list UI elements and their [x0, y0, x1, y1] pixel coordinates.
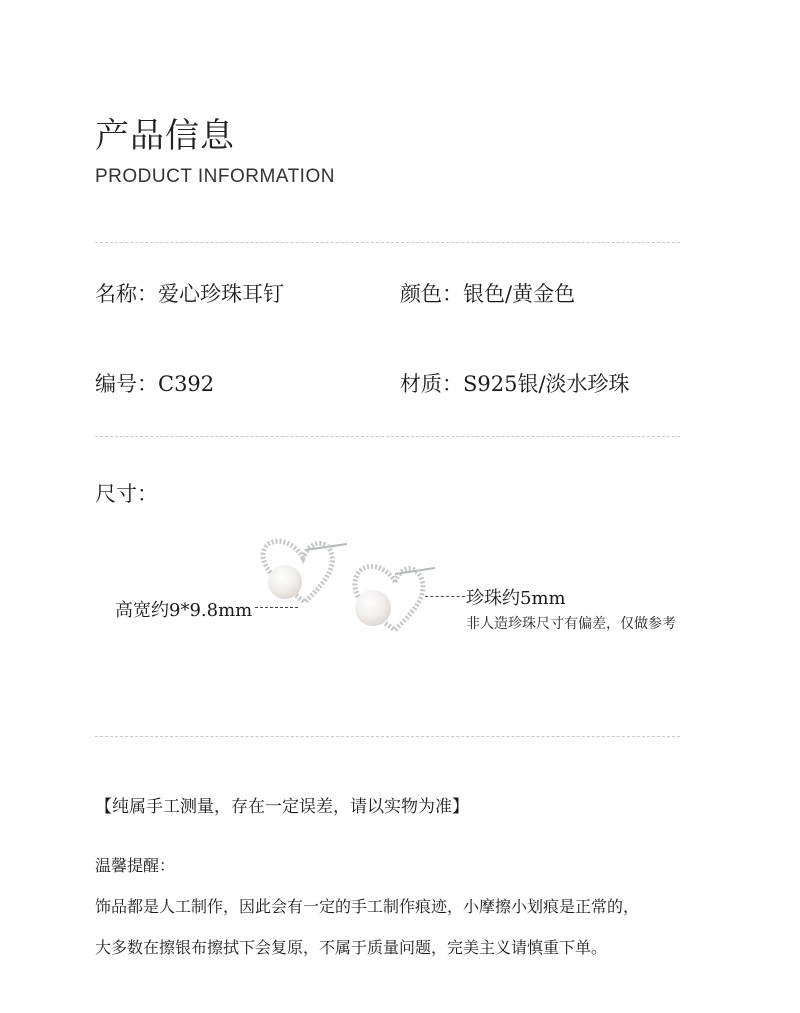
page-title: 产品信息	[95, 116, 235, 156]
product-material: 材质：S925银/淡水珍珠	[400, 372, 630, 396]
divider	[95, 436, 680, 437]
dimension-label: 高宽约9*9.8mm	[115, 600, 253, 621]
tips-line: 饰品都是人工制作，因此会有一定的手工制作痕迹，小摩擦小划痕是正常的，	[95, 897, 640, 916]
tips-title: 温馨提醒：	[95, 856, 176, 875]
product-code: 编号：C392	[95, 372, 215, 396]
measure-notice: 【纯属手工测量，存在一定误差，请以实物为准】	[95, 797, 469, 817]
divider	[95, 736, 680, 737]
divider	[95, 242, 680, 243]
product-name: 名称：爱心珍珠耳钉	[95, 282, 284, 306]
page-subtitle: PRODUCT INFORMATION	[95, 166, 335, 187]
size-note: 非人造珍珠尺寸有偏差，仅做参考	[466, 616, 676, 632]
tips-line: 大多数在擦银布擦拭下会复原，不属于质量问题，完美主义请慎重下单。	[95, 938, 608, 957]
pearl-size-label: 珍珠约5mm	[466, 588, 566, 609]
earring-back	[263, 541, 347, 602]
product-color: 颜色：银色/黄金色	[400, 282, 576, 306]
earring-image	[245, 530, 445, 640]
dimension-leader	[255, 607, 298, 608]
pearl-leader	[425, 596, 465, 597]
size-label: 尺寸：	[95, 482, 158, 506]
earring-front	[355, 566, 435, 630]
